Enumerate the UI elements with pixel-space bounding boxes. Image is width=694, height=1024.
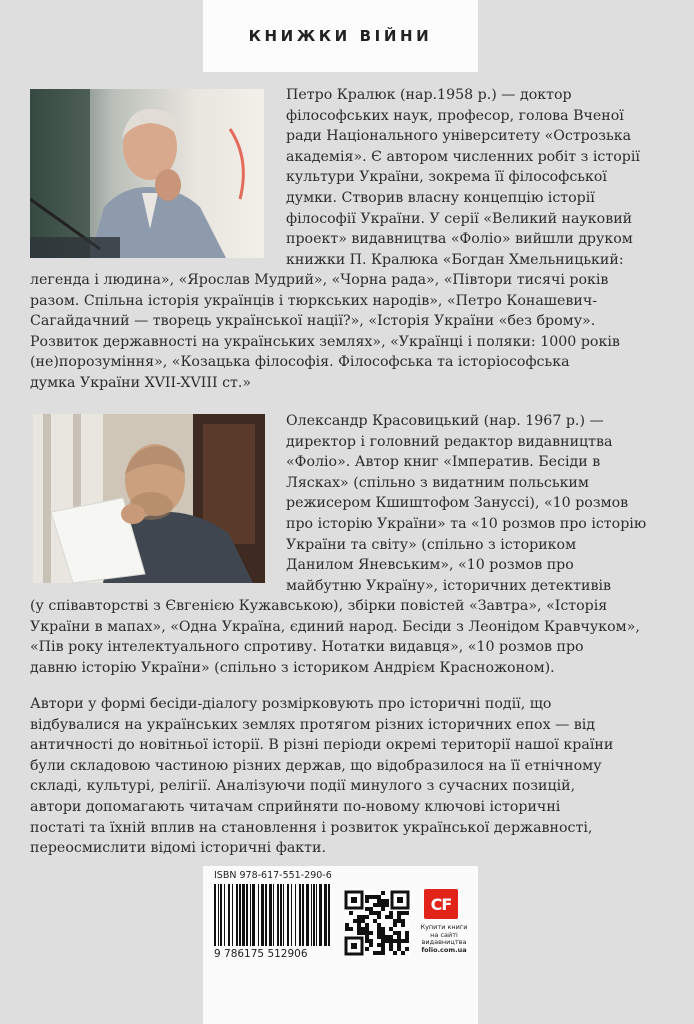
author2-photo (33, 414, 265, 583)
book-annotation: Автори у формі бесіди-діалогу розмірковують про історичні події, що відбувалися на українських землях протягом різних історичних епох — від античності до новітньої історії. В різні періоди окремі території нашої країни були складовою частиною різних держав, що відобразилося на її етнічному складі, культурі, релігії. Аналізуючи події минулого з сучасних позицій, автори допомагають читачам сприйняти по-новому ключові історичні постаті та їхній вплив на становлення і розвиток української державності, переосмислити відомі історичні факти. (30, 696, 614, 857)
series-title: КНИЖКИ ВІЙНИ (248, 27, 433, 45)
barcode-digits: 9 786175 512906 (214, 948, 308, 960)
barcode-box (203, 866, 478, 1024)
barcode-icon (214, 884, 334, 948)
folio-logo-text: CF (430, 894, 452, 914)
qr-code-icon (344, 890, 410, 956)
author1-photo (30, 89, 264, 258)
folio-logo-icon (424, 889, 458, 919)
folio-url[interactable]: folio.com.ua (421, 945, 467, 954)
author1-bio-continued: легенда і людина», «Ярослав Мудрий», «Чорна рада», «Півтори тисячі років разом. Спільна історія українців і тюркських народів», «Петро Конашевич- Сагайдачний — творець української нації?», «Історія України «без брому». Розвиток державності на українських землях», «Українці і поляки: 1000 років (не)порозуміння», «Козацька філософія. Філософська та історіософська думка України XVII-XVIII ст.» (30, 272, 620, 391)
folio-caption: Купити книги на сайті видавництва folio.com.ua (417, 924, 471, 954)
author1-bio: Петро Кралюк (нар.1958 р.) — доктор філософських наук, професор, голова Вченої ради Національного університету «Острозька академія». Є автором численних робіт з історії культури України, зокрема її філософської думки. Створив власну концепцію історії філософії України. У серії «Великий науковий проект» видавництва «Фоліо» вийшли друком книжки П. Кралюка «Богдан Хмельницький: (286, 87, 640, 268)
portrait-photo-icon (33, 414, 265, 583)
author2-bio-continued: (у співавторстві з Євгенією Кужавською), збірки повістей «Завтра», «Історія України в мапах», «Одна Україна, єдиний народ. Бесіди з Леонідом Кравчуком», «Пів року інтелектуального спротиву. Нотатки видавця», «10 розмов про давню історію України» (спільно з істориком Андрієм Красножоном). (30, 598, 640, 676)
author2-bio: Олександр Красовицький (нар. 1967 р.) — директор і головний редактор видавництва «Фоліо». Автор книг «Імператив. Бесіди в Лясках» (спільно з видатним польським режисером Кшиштофом Зануссі), «10 розмов про історію України» та «10 розмов про історію України та світу» (спільно з істориком Данилом Яневським», «10 розмов про майбутню Україну», історичних детективів (286, 413, 647, 594)
portrait-photo-icon (30, 89, 264, 258)
isbn: ISBN 978-617-551-290-6 (214, 870, 332, 881)
series-box (203, 0, 478, 72)
